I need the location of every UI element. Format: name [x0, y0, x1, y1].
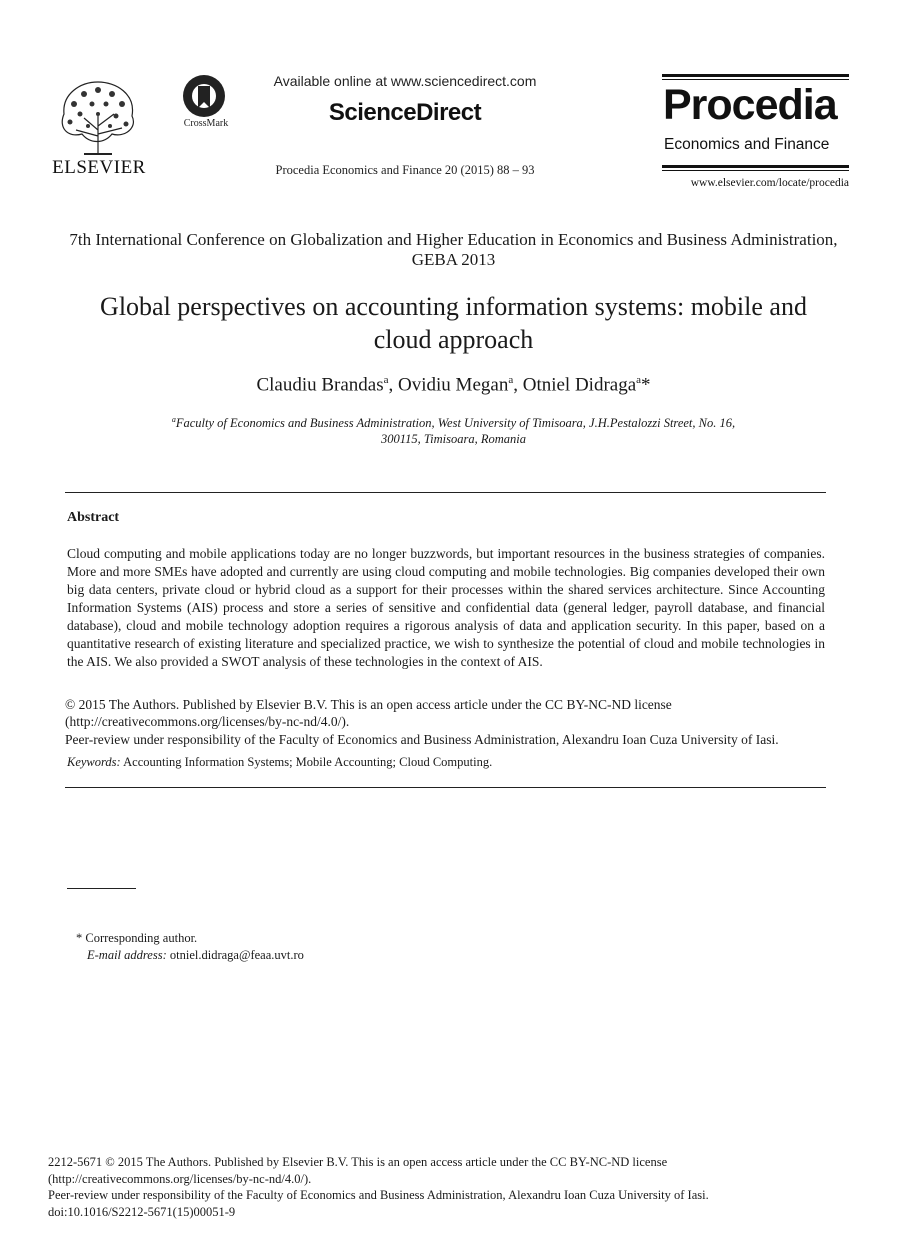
license-line: © 2015 The Authors. Published by Elsevier B.V. This is an open access article under the CC BY-NC-ND license — [65, 697, 672, 712]
procedia-subtitle: Economics and Finance — [664, 136, 830, 153]
affiliation-marker: a — [383, 374, 389, 386]
elsevier-logo — [50, 74, 148, 184]
author-name[interactable]: Claudiu Brandas — [256, 374, 384, 396]
crossmark-label: CrossMark — [183, 118, 229, 129]
available-online: Available online at www.sciencedirect.com — [273, 73, 537, 89]
copyright-footer — [48, 1154, 848, 1220]
journal-reference: Procedia Economics and Finance 20 (2015) 88 – 93 — [275, 163, 535, 177]
affiliation-line-1: $^a$Faculty of Economics and Business Administration, West University of Timisoara, J.H.Pestalozzi Street, No. 16, — [171, 415, 736, 431]
footnote-divider — [67, 888, 136, 889]
license-statement — [65, 696, 835, 748]
corresponding-author-note: * Corresponding author. — [76, 931, 198, 945]
copyright-line: 2212-5671 © 2015 The Authors. Published by Elsevier B.V. This is an open access article under the CC BY-NC-ND license — [48, 1155, 668, 1169]
affiliation-marker: a — [508, 374, 514, 386]
keywords-label: Keywords: — [67, 755, 121, 769]
procedia-bottom-bar — [662, 165, 849, 168]
author-name[interactable]: Otniel Didraga — [522, 374, 637, 396]
procedia-logo — [662, 74, 849, 194]
procedia-top-bar — [662, 74, 849, 77]
sciencedirect-wordmark: ScienceDirect — [328, 99, 482, 126]
keywords — [67, 755, 827, 770]
crossmark-badge[interactable] — [176, 74, 236, 134]
affiliation-line-2: 300115, Timisoara, Romania — [381, 432, 526, 447]
email-line — [76, 947, 304, 964]
footer-license-url-link[interactable]: (http://creativecommons.org/licenses/by-nc-nd/4.0/). — [48, 1171, 312, 1186]
keywords-value: Accounting Information Systems; Mobile Accounting; Cloud Computing. — [120, 755, 493, 769]
elsevier-wordmark: ELSEVIER — [52, 157, 146, 178]
affiliation-marker: a — [636, 374, 642, 386]
peer-review-statement: Peer-review under responsibility of the Faculty of Economics and Business Administration, Alexandru Ioan Cuza University of Iasi. — [65, 732, 779, 747]
procedia-top-thin-bar — [662, 79, 849, 80]
elsevier-tree-icon — [54, 74, 142, 156]
footnote — [76, 930, 304, 964]
author-separator: , — [513, 374, 523, 396]
article-title — [40, 290, 867, 356]
affiliation — [130, 412, 777, 447]
email-label: E-mail address: — [87, 948, 167, 962]
article-title-line-2: cloud approach — [373, 325, 534, 354]
author-list — [60, 374, 847, 396]
doi-link[interactable]: doi:10.1016/S2212-5671(15)00051-9 — [48, 1204, 236, 1219]
procedia-bottom-thin-bar — [662, 170, 849, 171]
author-name[interactable]: Ovidiu Megan — [398, 374, 509, 396]
email-link[interactable]: otniel.didraga@feaa.uvt.ro — [166, 948, 304, 962]
procedia-title: Procedia — [663, 81, 837, 129]
affiliation-marker: a — [171, 415, 176, 424]
article-title-line-1: Global perspectives on accounting information systems: mobile and — [100, 292, 807, 321]
author-separator: , — [388, 374, 399, 396]
divider — [65, 492, 826, 493]
license-url-link[interactable]: (http://creativecommons.org/licenses/by-nc-nd/4.0/). — [65, 714, 350, 729]
divider — [65, 787, 826, 788]
crossmark-icon — [176, 74, 236, 120]
conference-name: 7th International Conference on Globalization and Higher Education in Economics and Business Administration, GEBA 2013 — [69, 230, 838, 269]
corresponding-author-mark: * — [641, 374, 651, 396]
abstract-heading: Abstract — [67, 510, 120, 525]
footer-peer-review: Peer-review under responsibility of the Faculty of Economics and Business Administration, Alexandru Ioan Cuza University of Iasi. — [48, 1188, 709, 1202]
abstract-body: Cloud computing and mobile applications today are no longer buzzwords, but important resources in the business strategies of companies. More and more SMEs have adopted and currently are using cloud computing and mobile technologies. Big companies developed their own big data centers, private cloud or hybrid cloud as a support for their processes within the shared services architecture. Since Accounting Information Systems (AIS) process and store a series of sensitive and confidential data (general ledger, payroll database, and financial database), cloud and mobile technology adoption requires a rigorous analysis of data and application security. In this paper, based on a quantitative research of existing literature and specialized practice, we wish to synthesize the potential of cloud and mobile technologies in the AIS. We also provided a SWOT analysis of these technologies in the context of AIS. — [67, 546, 825, 669]
journal-url-link[interactable]: www.elsevier.com/locate/procedia — [690, 177, 849, 189]
